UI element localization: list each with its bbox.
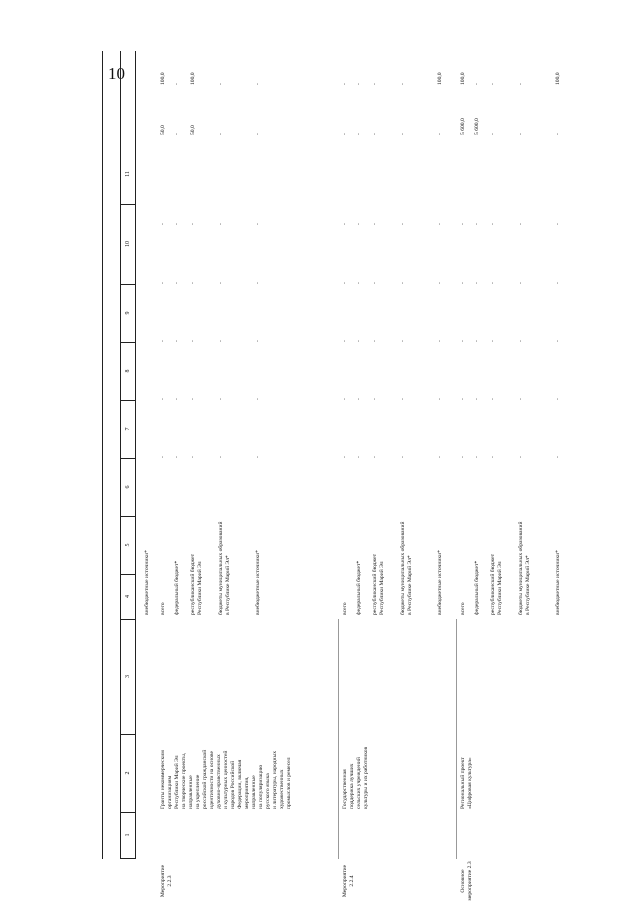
header-col-10: 10 bbox=[121, 204, 135, 285]
cell-dash: - bbox=[490, 282, 496, 284]
header-col-4: 4 bbox=[121, 574, 135, 620]
cell-dash: - bbox=[342, 398, 348, 400]
cell-dash: - bbox=[174, 398, 180, 400]
cell-dash: - bbox=[400, 223, 406, 225]
cell-col11: - bbox=[174, 83, 180, 85]
cell-dash: - bbox=[342, 456, 348, 458]
source-2.2.3-0: всего bbox=[160, 602, 166, 615]
cell-col11: - bbox=[218, 83, 224, 85]
cell-dash: - bbox=[490, 398, 496, 400]
header-col-9: 9 bbox=[121, 284, 135, 343]
cell-dash: - bbox=[160, 282, 166, 284]
cell-dash: - bbox=[555, 456, 561, 458]
row-code-2.2.4: Мероприятие 2.2.4 bbox=[342, 864, 355, 898]
cell-dash: - bbox=[218, 398, 224, 400]
cell-dash: - bbox=[190, 282, 196, 284]
cell-col11: - bbox=[342, 83, 348, 85]
cell-dash: - bbox=[190, 340, 196, 342]
source-2.2.3-1: федеральный бюджет* bbox=[174, 560, 180, 615]
cell-dash: - bbox=[255, 282, 261, 284]
cell-dash: - bbox=[160, 398, 166, 400]
header-col-3: 3 bbox=[121, 619, 135, 735]
cell-dash: - bbox=[460, 223, 466, 225]
cell-dash: - bbox=[190, 456, 196, 458]
row-name-2.3: Региональный проект «Цифровая культура» bbox=[460, 757, 473, 809]
source-2.2.3-3: бюджеты муниципальных образований в Республике Марий Эл* bbox=[218, 521, 231, 615]
cell-dash: - bbox=[160, 223, 166, 225]
cell-dash: - bbox=[342, 340, 348, 342]
cell-col10: - bbox=[174, 133, 180, 135]
table-top-border bbox=[102, 51, 103, 859]
cell-dash: - bbox=[555, 282, 561, 284]
cell-dash: - bbox=[474, 398, 480, 400]
cell-dash: - bbox=[372, 282, 378, 284]
cell-dash: - bbox=[255, 340, 261, 342]
table-header bbox=[120, 51, 136, 859]
cell-dash: - bbox=[474, 340, 480, 342]
cell-col11: 100,0 bbox=[460, 72, 466, 85]
cell-col10: - bbox=[218, 133, 224, 135]
cell-col11: - bbox=[490, 83, 496, 85]
row-name-2.2.4: Государственная поддержка лучших сельских учреждений культуры и их работников bbox=[342, 746, 369, 809]
cell-dash: - bbox=[400, 282, 406, 284]
cell-dash: - bbox=[356, 398, 362, 400]
cell-col11: 100,0 bbox=[190, 72, 196, 85]
header-col-5: 5 bbox=[121, 516, 135, 575]
row-name-2.2.3: Гранты некоммерческим организациям Республики Марий Эл на творческие проекты, направленные на укрепление российской гражданской идентичности на основе духовно-нравственных и культурных ценностей народов Российской Федерации, включая мероприятия, направленные на популяризацию русского языка и литературы, народных художественных промыслов и ремесел bbox=[160, 749, 292, 809]
cell-dash: - bbox=[372, 456, 378, 458]
top-source: внебюджетные источники* bbox=[144, 550, 150, 615]
cell-dash: - bbox=[437, 223, 443, 225]
source-2.3-2: республиканский бюджет Республики Марий Эл bbox=[490, 553, 503, 615]
cell-col11: - bbox=[518, 83, 524, 85]
cell-dash: - bbox=[555, 398, 561, 400]
cell-dash: - bbox=[160, 340, 166, 342]
source-2.2.3-2: республиканский бюджет Республики Марий Эл bbox=[190, 553, 203, 615]
row-divider bbox=[338, 619, 339, 859]
cell-dash: - bbox=[255, 398, 261, 400]
cell-col10: 5 600,0 bbox=[460, 118, 466, 135]
cell-col11: 100,0 bbox=[555, 72, 561, 85]
cell-dash: - bbox=[474, 223, 480, 225]
source-2.2.4-1: федеральный бюджет* bbox=[356, 560, 362, 615]
source-2.2.4-2: республиканский бюджет Республики Марий Эл bbox=[372, 553, 385, 615]
cell-dash: - bbox=[518, 456, 524, 458]
source-2.3-4: внебюджетные источники* bbox=[555, 550, 561, 615]
cell-dash: - bbox=[174, 282, 180, 284]
cell-col10: 5 600,0 bbox=[474, 118, 480, 135]
cell-dash: - bbox=[518, 282, 524, 284]
cell-col10: - bbox=[490, 133, 496, 135]
cell-dash: - bbox=[356, 223, 362, 225]
cell-dash: - bbox=[474, 456, 480, 458]
source-2.2.4-4: внебюджетные источники* bbox=[437, 550, 443, 615]
cell-dash: - bbox=[342, 223, 348, 225]
cell-col10: - bbox=[372, 133, 378, 135]
cell-dash: - bbox=[460, 456, 466, 458]
header-col-2: 2 bbox=[121, 734, 135, 813]
cell-dash: - bbox=[255, 456, 261, 458]
cell-dash: - bbox=[160, 456, 166, 458]
cell-col11: - bbox=[255, 83, 261, 85]
cell-dash: - bbox=[460, 340, 466, 342]
cell-dash: - bbox=[400, 398, 406, 400]
cell-col11: 100,0 bbox=[160, 72, 166, 85]
cell-dash: - bbox=[342, 282, 348, 284]
cell-dash: - bbox=[372, 223, 378, 225]
cell-dash: - bbox=[555, 223, 561, 225]
source-2.3-3: бюджеты муниципальных образований в Республике Марий Эл* bbox=[518, 521, 531, 615]
source-2.3-0: всего bbox=[460, 602, 466, 615]
cell-dash: - bbox=[518, 340, 524, 342]
cell-col10: 50,0 bbox=[190, 125, 196, 135]
header-col-1: 1 bbox=[121, 812, 135, 859]
cell-dash: - bbox=[400, 456, 406, 458]
cell-dash: - bbox=[372, 398, 378, 400]
header-col-8: 8 bbox=[121, 342, 135, 401]
cell-dash: - bbox=[218, 340, 224, 342]
cell-dash: - bbox=[437, 456, 443, 458]
cell-dash: - bbox=[518, 398, 524, 400]
cell-dash: - bbox=[437, 340, 443, 342]
cell-col10: - bbox=[255, 133, 261, 135]
cell-dash: - bbox=[190, 223, 196, 225]
cell-dash: - bbox=[218, 223, 224, 225]
cell-dash: - bbox=[518, 223, 524, 225]
cell-dash: - bbox=[437, 282, 443, 284]
cell-dash: - bbox=[400, 340, 406, 342]
cell-col10: - bbox=[518, 133, 524, 135]
cell-dash: - bbox=[174, 223, 180, 225]
cell-col10: - bbox=[555, 133, 561, 135]
cell-dash: - bbox=[356, 282, 362, 284]
cell-col10: - bbox=[437, 133, 443, 135]
cell-dash: - bbox=[437, 398, 443, 400]
cell-col11: - bbox=[400, 83, 406, 85]
header-col-11: 11 bbox=[121, 144, 135, 205]
source-2.2.3-4: внебюджетные источники* bbox=[255, 550, 261, 615]
row-code-2.2.3: Мероприятие 2.2.3 bbox=[160, 864, 173, 898]
cell-dash: - bbox=[174, 456, 180, 458]
cell-dash: - bbox=[218, 282, 224, 284]
cell-col10: 50,0 bbox=[160, 125, 166, 135]
cell-dash: - bbox=[460, 282, 466, 284]
cell-dash: - bbox=[190, 398, 196, 400]
row-code-2.3: Основное мероприятие 2.3 bbox=[460, 861, 473, 901]
cell-col10: - bbox=[342, 133, 348, 135]
cell-dash: - bbox=[555, 340, 561, 342]
row-divider bbox=[456, 619, 457, 859]
cell-dash: - bbox=[490, 340, 496, 342]
cell-col10: - bbox=[356, 133, 362, 135]
cell-dash: - bbox=[474, 282, 480, 284]
cell-col11: - bbox=[474, 83, 480, 85]
cell-dash: - bbox=[218, 456, 224, 458]
cell-col11: - bbox=[372, 83, 378, 85]
cell-dash: - bbox=[490, 223, 496, 225]
cell-col11: 100,0 bbox=[437, 72, 443, 85]
cell-dash: - bbox=[255, 223, 261, 225]
source-2.3-1: федеральный бюджет* bbox=[474, 560, 480, 615]
cell-dash: - bbox=[490, 456, 496, 458]
cell-dash: - bbox=[372, 340, 378, 342]
cell-dash: - bbox=[356, 340, 362, 342]
header-col-6: 6 bbox=[121, 458, 135, 517]
page-number: 10 bbox=[108, 64, 125, 83]
cell-dash: - bbox=[460, 398, 466, 400]
source-2.2.4-0: всего bbox=[342, 602, 348, 615]
cell-dash: - bbox=[174, 340, 180, 342]
cell-dash: - bbox=[356, 456, 362, 458]
cell-col10: - bbox=[400, 133, 406, 135]
cell-col11: - bbox=[356, 83, 362, 85]
header-col-7: 7 bbox=[121, 400, 135, 459]
source-2.2.4-3: бюджеты муниципальных образований в Республике Марий Эл* bbox=[400, 521, 413, 615]
